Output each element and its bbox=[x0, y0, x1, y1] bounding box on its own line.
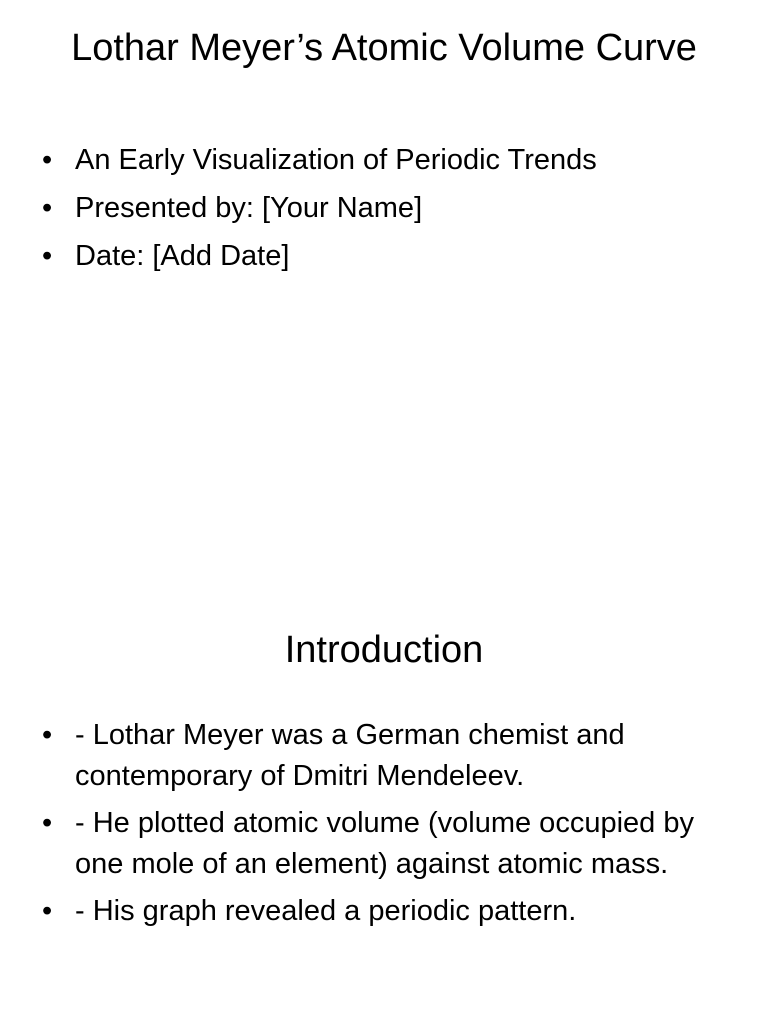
slide-introduction-bullets bbox=[40, 715, 720, 938]
slide-title-heading: Lothar Meyer’s Atomic Volume Curve bbox=[71, 27, 697, 69]
bullet-text: - Lothar Meyer was a German chemist and contemporary of Dmitri Mendeleev. bbox=[75, 719, 625, 792]
bullet-text: An Early Visualization of Periodic Trends bbox=[75, 144, 597, 176]
bullet-icon: • bbox=[42, 192, 53, 224]
bullet-icon: • bbox=[42, 807, 53, 839]
bullet-text: - His graph revealed a periodic pattern. bbox=[75, 895, 577, 927]
bullet-text: Presented by: [Your Name] bbox=[75, 192, 423, 224]
slide-title-bullets bbox=[40, 140, 720, 284]
bullet-item bbox=[40, 803, 720, 885]
bullet-icon: • bbox=[42, 144, 53, 176]
bullet-icon: • bbox=[42, 240, 53, 272]
bullet-item bbox=[40, 715, 720, 797]
bullet-item bbox=[40, 140, 720, 180]
bullet-item bbox=[40, 236, 720, 276]
bullet-text: Date: [Add Date] bbox=[75, 240, 290, 272]
bullet-text: - He plotted atomic volume (volume occupied by one mole of an element) against atomic mass. bbox=[75, 807, 694, 880]
bullet-item bbox=[40, 188, 720, 228]
bullet-icon: • bbox=[42, 895, 53, 927]
bullet-icon: • bbox=[42, 719, 53, 751]
slide-introduction-heading: Introduction bbox=[284, 629, 484, 671]
slide-introduction bbox=[0, 576, 768, 1024]
bullet-item bbox=[40, 891, 720, 932]
